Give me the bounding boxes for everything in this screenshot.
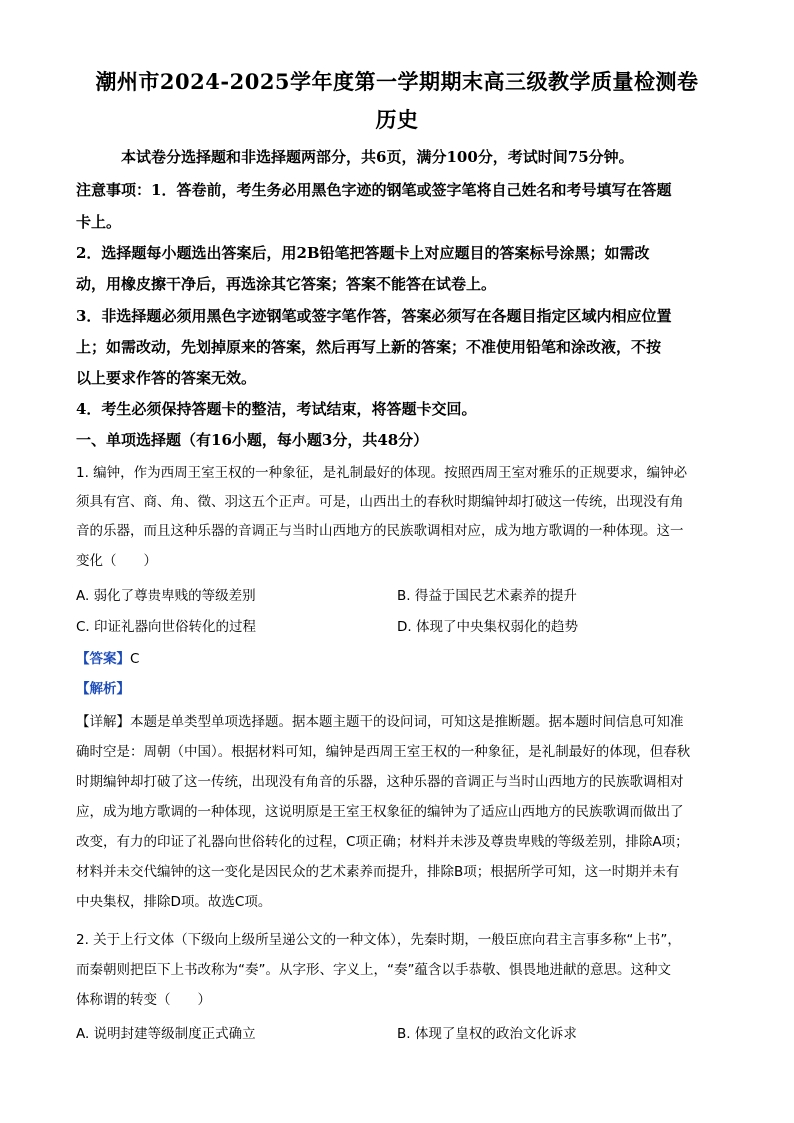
q2-option-a: A. 说明封建等级制度正式确立 (76, 1026, 256, 1042)
q1-option-d: D. 体现了中央集权弱化的趋势 (397, 619, 578, 635)
q2-option-b: B. 体现了皇权的政治文化诉求 (397, 1026, 577, 1042)
analysis-line: 【详解】本题是单类型单项选择题。据本题主题干的设问词，可知这是推断题。据本题时间信息可知准 (76, 714, 684, 730)
intro-text: 本试卷分选择题和非选择题两部分，共6页，满分100分，考试时间75分钟。 (121, 148, 634, 166)
note-line: 3．非选择题必须用黑色字迹钢笔或签字笔作答，答案必须写在各题目指定区域内相应位置 (76, 307, 672, 325)
note-line: 注意事项：1．答卷前，考生务必用黑色字迹的钢笔或签字笔将自己姓名和考号填写在答题 (76, 181, 672, 199)
note-line: 4．考生必须保持答题卡的整洁，考试结束，将答题卡交回。 (76, 400, 477, 418)
answer-value: C (130, 651, 140, 667)
analysis-label: 【解析】 (76, 681, 130, 697)
answer-label: 【答案】 (76, 651, 130, 667)
note-line: 卡上。 (76, 213, 122, 231)
note-line: 以上要求作答的答案无效。 (76, 369, 257, 387)
q1-option-b: B. 得益于国民艺术素养的提升 (397, 588, 577, 604)
analysis-line: 材料并未交代编钟的这一变化是因民众的艺术素养而提升，排除B项；根据所学可知，这一时期并未有 (76, 864, 680, 880)
note-line: 2．选择题每小题选出答案后，用2B铅笔把答题卡上对应题目的答案标号涂黑；如需改 (76, 244, 650, 262)
analysis-line: 中央集权，排除D项。故选C项。 (76, 894, 272, 910)
exam-title: 潮州市2024-2025学年度第一学期期末高三级教学质量检测卷 (95, 69, 699, 94)
q2-stem-line: 而秦朝则把臣下上书改称为“奏”。从字形、字义上，“奏”蕴含以手恭敬、惧畏地进献的意思。这种文 (76, 962, 671, 978)
section-heading: 一、单项选择题（有16小题，每小题3分，共48分） (76, 431, 429, 449)
q2-stem-line: 2. 关于上行文体（下级向上级所呈递公文的一种文体），先秦时期，一般臣庶向君主言事多称“上书”， (76, 932, 681, 948)
q1-stem-line: 1. 编钟，作为西周王室王权的一种象征，是礼制最好的体现。按照西周王室对雅乐的正规要求，编钟必 (76, 465, 688, 481)
q2-stem-line: 体称谓的转变（ ） (76, 992, 211, 1008)
analysis-line: 改变，有力的印证了礼器向世俗转化的过程，C项正确；材料并未涉及尊贵卑贱的等级差别，排除A项； (76, 834, 689, 850)
q1-stem-line: 须具有宫、商、角、徵、羽这五个正声。可是，山西出土的春秋时期编钟却打破这一传统，出现没有角 (76, 494, 684, 510)
q1-option-c: C. 印证礼器向世俗转化的过程 (76, 619, 257, 635)
q1-stem-line: 变化（ ） (76, 553, 157, 569)
analysis-line: 应，成为地方歌调的一种体现，这说明原是王室王权象征的编钟为了适应山西地方的民族歌调而做出了 (76, 804, 684, 820)
analysis-line: 时期编钟却打破了这一传统，出现没有角音的乐器，这种乐器的音调正与当时山西地方的民族歌调相对 (76, 774, 684, 790)
analysis-line: 确时空是：周朝（中国）。根据材料可知，编钟是西周王室王权的一种象征，是礼制最好的体现，但春秋 (76, 744, 691, 760)
subject-title: 历史 (375, 107, 419, 132)
note-line: 上；如需改动，先划掉原来的答案，然后再写上新的答案；不准使用铅笔和涂改液，不按 (76, 338, 662, 356)
q1-option-a: A. 弱化了尊贵卑贱的等级差别 (76, 588, 256, 604)
q1-stem-line: 音的乐器，而且这种乐器的音调正与当时山西地方的民族歌调相对应，成为地方歌调的一种体现。这一 (76, 523, 684, 539)
note-line: 动，用橡皮擦干净后，再选涂其它答案；答案不能答在试卷上。 (76, 275, 497, 293)
q1-answer (76, 647, 139, 668)
